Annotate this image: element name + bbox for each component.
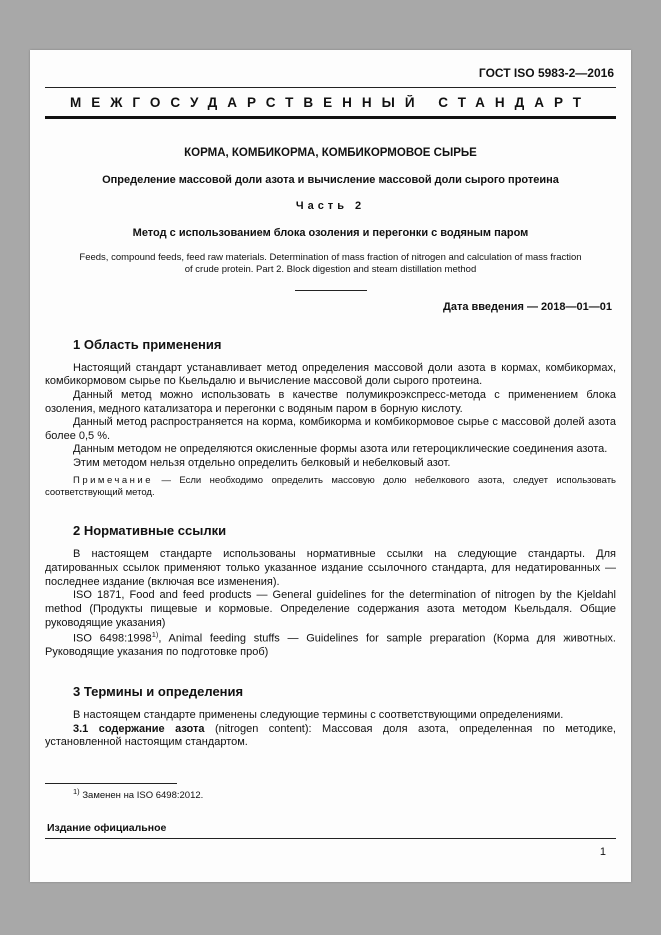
reference-text: , Animal feeding stuffs — Guidelines for sample preparation (Корма для животных. Руководящие указания по подготовке проб) [45,632,616,659]
footnote-text: Заменен на ISO 6498:2012. [82,790,204,802]
section-2-paragraph: В настоящем стандарте использованы нормативные ссылки на следующие стандарты. Для датированных ссылок применяют только указанное издание ссылочного стандарта, для недатированных — последнее издание (включая все изменения). [45,548,616,588]
title-part: Часть 2 [295,200,366,212]
section-1-paragraph: Данный метод можно использовать в качестве полумикроэкспресс-метода с применением блока озоления, медного катализатора и перегонки с водяным паром в борную кислоту. [45,388,616,415]
section-1-paragraph: Данный метод распространяется на корма, комбикорма и комбикормовое сырье с массовой долей азота более 0,5 %. [45,416,616,442]
effective-date: Дата введения — 2018—01—01 [443,300,612,313]
page-bottom-area [45,783,616,858]
title-separator-rule [295,290,367,291]
term-definition [45,723,616,750]
page-number: 1 [599,846,606,858]
footer-rule [45,838,616,839]
section-1-paragraph: Настоящий стандарт устанавливает метод определения массовой доли азота в кормах, комбикормах, комбикормовом сырье по Кьельдалю и вычисление массовой доли сырого протеина. [45,361,616,388]
title-subject: КОРМА, КОМБИКОРМА, КОМБИКОРМОВОЕ СЫРЬЕ [184,147,477,159]
title-english: Feeds, compound feeds, feed raw materials. Determination of mass fraction of nitrogen and calculation of mass fraction of crude protein. Part 2. Block digestion and steam distillation method [79,252,582,276]
footnote-marker: 1) [73,787,80,797]
term-text: (nitrogen content): Массовая доля азота, определенная по методике, установленной настоящим стандартом. [45,722,616,749]
header-rule-thin [45,87,616,88]
title-method: Метод с использованием блока озоления и перегонки с водяным паром [132,227,529,239]
section-1-paragraph: Данным методом не определяются окисленные формы азота или гетероциклические соединения азота. [73,443,608,456]
reference-iso-1871: ISO 1871, Food and feed products — General guidelines for the determination of nitrogen by the Kjeldahl method (Продукты пищевые и кормовые. Определение содержания азота методом Кьельдаля. Общие руководящие указания) [45,589,616,629]
footnote-rule [45,783,177,784]
doc-number: ГОСТ ISO 5983-2—2016 [478,66,614,80]
edition-note: Издание официальное [47,822,167,834]
section-1-heading: 1 Область применения [73,336,222,352]
header-rule-thick [45,116,616,119]
section-3-paragraph: В настоящем стандарте применены следующие термины с соответствующими определениями. [73,709,564,722]
footnote [45,787,616,802]
reference-text: ISO 6498:1998 [73,632,152,645]
term-name: содержание азота [98,722,205,735]
section-2-heading: 2 Нормативные ссылки [73,523,227,539]
title-subtitle: Определение массовой доли азота и вычисление массовой доли сырого протеина [102,174,559,186]
note-text: — Если необходимо определить массовую долю небелкового азота, следует использовать соответствующий метод. [45,474,617,499]
standard-type-heading: МЕЖГОСУДАРСТВЕННЫЙ СТАНДАРТ [69,95,592,110]
term-number: 3.1 [73,722,89,735]
section-1-paragraph: Этим методом нельзя отдельно определить белковый и небелковый азот. [73,457,451,470]
section-1-note [45,475,616,500]
note-label: Примечание [73,474,153,486]
document-page [30,50,631,882]
section-3-heading: 3 Термины и определения [73,684,244,700]
footnote-marker: 1) [151,630,159,640]
reference-iso-6498 [45,630,616,660]
